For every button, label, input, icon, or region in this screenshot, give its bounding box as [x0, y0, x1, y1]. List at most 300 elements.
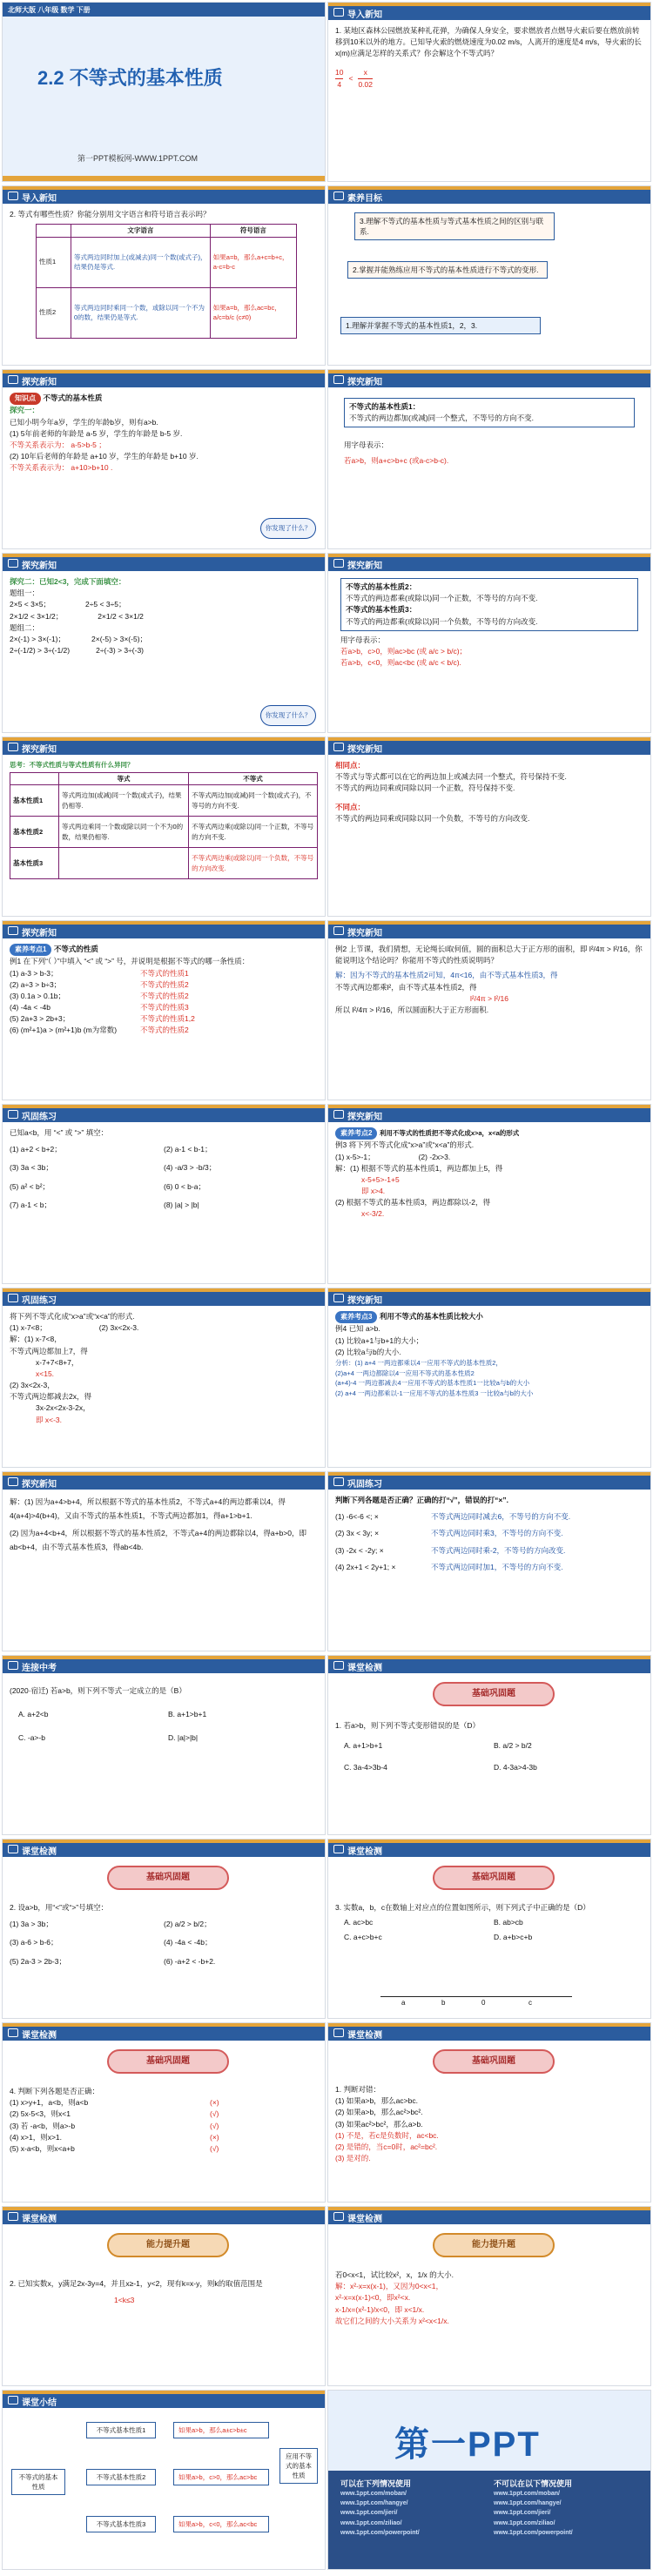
- slide-title: 巩固练习: [22, 1113, 57, 1122]
- solution-line: 解：因为不等式的基本性质2可知，4π<16，由不等式基本性质3，得: [335, 971, 558, 980]
- judge-item: (1) 如果a>b，那么ac>bc.: [335, 2096, 418, 2106]
- slide-icon: [8, 743, 18, 751]
- table-cell: 基本性质3: [10, 848, 59, 879]
- solution-line: x-7+7<8+7，: [36, 1357, 79, 1367]
- answer-list: [10, 968, 318, 1037]
- judge-reason: 不等式两边同时减去6，不等号的方向不变.: [431, 1512, 571, 1522]
- level-badge: 基础巩固题: [433, 1682, 555, 1706]
- slide-icon: [8, 1110, 18, 1119]
- slide-header: [3, 1288, 325, 1306]
- probe-label: 探究一：: [10, 406, 40, 415]
- exercise-item: (1) 比较a+1与b+1的大小；: [335, 1335, 424, 1345]
- slide-icon: [8, 2212, 18, 2221]
- option-c[interactable]: C. a+c>b+c: [344, 1933, 382, 1942]
- symbol-text: 若a>b，c>0，则ac>bc (或 a/c > b/c)；: [340, 646, 468, 656]
- question-text: 2. 设a>b，用“<”或“>”号填空：: [10, 1903, 109, 1912]
- text-line: 不等式的两边同乘或同除以同一个负数，不等号的方向改变.: [335, 813, 530, 823]
- judge-row: [335, 1528, 643, 1539]
- slide-check-4[interactable]: [2, 2022, 326, 2203]
- section-title: 不等式的性质: [53, 945, 98, 953]
- box-text: 不等式的两边都乘(或除以)同一个正数，不等号的方向不变.: [346, 594, 538, 603]
- solution-line: x<15.: [36, 1369, 55, 1378]
- box-text: 不等式的两边都乘(或除以)同一个负数，不等号的方向改变.: [346, 616, 538, 626]
- text-line: (2) 10年后老师的年龄是 a+10 岁，学生的年龄是 b+10 岁.: [10, 452, 199, 461]
- judge-expression: (3) 若 -a<b，则a>-b: [10, 2121, 76, 2130]
- exercise-item: (5) a² < b²；: [10, 1181, 50, 1191]
- box-title: 不等式的基本性质3：: [346, 605, 417, 615]
- question-text: 4. 判断下列各题是否正确：: [10, 2087, 99, 2095]
- table-cell: [59, 848, 189, 879]
- option-c[interactable]: C. -a>-b: [18, 1733, 45, 1743]
- slide-icon: [333, 1110, 344, 1119]
- slide-icon: [8, 2396, 18, 2404]
- solution-line: 解：(1) 根据不等式的基本性质1，两边都加上5，得: [335, 1163, 503, 1173]
- text-line: 不等式的两边同乘或同除以同一个正数，符号保持不变.: [335, 784, 515, 793]
- section-title: 不等式的基本性质: [43, 393, 103, 402]
- solution-line: 解：(1) x-7<8，: [10, 1335, 62, 1344]
- expression: (4) -4a < -4b: [10, 1003, 51, 1012]
- answer-row: [10, 1002, 318, 1013]
- solution-line: 解：(1) 因为a+4>b+4，所以根据不等式的基本性质2，不等式a+4的两边都乘以4，得4(a+4)>4(b+4)，又由不等式的基本性质1，不等式两边都加1，得a+1>b+1.: [10, 1497, 286, 1521]
- slide-header: [328, 1656, 650, 1673]
- exercise-item: (3) 3a < 3b；: [10, 1163, 53, 1173]
- exercise-item: (2) -2x>3.: [418, 1152, 451, 1161]
- option-a[interactable]: A. a+2<b: [18, 1710, 49, 1719]
- solution-line: x-5+5>-1+5: [361, 1174, 400, 1184]
- symbol-title: 用字母表示：: [344, 441, 389, 450]
- option-a[interactable]: A. a+1>b+1: [344, 1741, 383, 1751]
- goal-item: 2.掌握并能熟练应用不等式的基本性质进行不等式的变形.: [347, 261, 548, 279]
- slide-title: 巩固练习: [22, 1296, 57, 1306]
- summary-detail-3: 如果a>b，c<0，那么ac<bc: [173, 2516, 269, 2532]
- property-ref: 不等式的性质1,2: [140, 1014, 195, 1024]
- solution-line: x-1/x=(x²-1)/x<0，即 x<1/x.: [335, 2304, 425, 2314]
- fraction-num-2: x: [358, 67, 373, 79]
- judge-reason: 不等式两边同时乘-2，不等号的方向改变.: [431, 1545, 566, 1555]
- slide-icon: [8, 192, 18, 200]
- slide-icon: [8, 1661, 18, 1670]
- tick-label: a: [401, 1999, 406, 2007]
- slide-practice-2[interactable]: [2, 1288, 326, 1468]
- slide-icon: [333, 375, 344, 384]
- table-cell: 基本性质1: [10, 785, 59, 817]
- question-text: 2. 等式有哪些性质？你能分别用文字语言和符号语言表示吗？: [10, 210, 211, 219]
- answer-row: [10, 979, 318, 991]
- slide-title: 课堂检测: [22, 1847, 57, 1857]
- option-d[interactable]: D. a+b>c+b: [494, 1933, 533, 1942]
- box-text: 不等式的两边都加(或减)同一个整式，不等号的方向不变.: [349, 414, 535, 423]
- summary-root: 不等式的基本性质: [11, 2469, 65, 2495]
- summary-side: 应用不等式的基本性质: [279, 2448, 318, 2484]
- group-label: 题组二：: [10, 622, 40, 632]
- slide-title: 课堂检测: [347, 1664, 382, 1673]
- box-title: 不等式的基本性质1：: [349, 402, 421, 411]
- slide-example-4[interactable]: [327, 1288, 651, 1468]
- symbol-text: 若a>b，c<0，则ac<bc (或 a/c < b/c).: [340, 658, 461, 668]
- slide-header: [3, 1472, 325, 1490]
- slide-title: 导入新知: [347, 10, 382, 20]
- answer-row: [10, 1013, 318, 1025]
- slide-header: [3, 554, 325, 571]
- judge-expression: (1) x>y+1，a<b，则a<b: [10, 2098, 89, 2108]
- slide-property-2-3[interactable]: [327, 553, 651, 733]
- question-text: 1. 若a>b，则下列不等式变形错误的是（D）: [335, 1721, 481, 1730]
- judge-mark: (√): [210, 2121, 219, 2130]
- slide-header: [328, 1472, 650, 1490]
- question-text: 1. 判断对错：: [335, 2085, 380, 2094]
- exercise-item: 2×1/2 < 3×1/2: [98, 611, 144, 621]
- judge-item: (2) 如果a>b，那么ac²>bc².: [335, 2108, 423, 2117]
- tick-label: c: [528, 1999, 532, 2007]
- answer-row: [10, 1025, 318, 1036]
- analysis-line: 分析：(1) a+4 一两边都乘以4一应用不等式的基本性质2，: [335, 1358, 502, 1367]
- slide-check-5[interactable]: [327, 2022, 651, 2203]
- expression: (6) (m²+1)a > (m²+1)b (m为常数): [10, 1026, 118, 1035]
- section-title: 利用不等式的基本性质比较大小: [379, 1312, 483, 1321]
- exercise-item: (2) 3x<2x-3.: [98, 1323, 139, 1333]
- judge-mark: (×): [210, 2098, 219, 2108]
- diff-label: 不同点：: [335, 802, 366, 811]
- option-b[interactable]: B. ab>cb: [494, 1918, 523, 1927]
- slide-icon: [333, 8, 344, 17]
- thought-bubble: 你发现了什么？: [260, 518, 316, 539]
- slide-check-3[interactable]: [327, 1839, 651, 2019]
- topic-tag: 素养考点1: [10, 944, 51, 956]
- slide-title: 连接中考: [22, 1664, 57, 1673]
- option-a[interactable]: A. ac>bc: [344, 1918, 374, 1927]
- question-text: 将下列不等式化成“x>a”或“x<a”的形式.: [10, 1312, 135, 1321]
- slide-goals[interactable]: [327, 185, 651, 366]
- judge-row: [10, 2121, 318, 2132]
- property-ref: 不等式的性质3: [140, 1003, 189, 1012]
- slide-check-2[interactable]: [2, 1839, 326, 2019]
- slide-icon: [333, 2028, 344, 2037]
- table-cell: 不等式两边加(或减)同一个数(或式子)，不等号的方向不变.: [189, 785, 318, 817]
- link-item[interactable]: www.1ppt.com/ziliao/: [340, 2519, 402, 2526]
- summary-node-2: 不等式基本性质2: [86, 2469, 156, 2485]
- slide-header: [3, 1656, 325, 1673]
- table-cell: 如果a=b，那么a+c=b+c，a-c=b-c: [210, 237, 296, 287]
- table-cell: 不等式两边乘(或除以)同一个负数，不等号的方向改变.: [189, 848, 318, 879]
- judge-list: [10, 2097, 318, 2155]
- summary-detail-1: 如果a>b，那么a±c>b±c: [173, 2422, 269, 2438]
- link-list: [494, 2489, 573, 2538]
- table-cell: 等式两边乘同一个数或除以同一个不为0的数，结果仍相等.: [59, 817, 189, 848]
- exercise-item: (6) 0 < b-a；: [164, 1181, 205, 1191]
- judge-expression: (1) -6<-6 <; ×: [335, 1512, 379, 1522]
- slide-icon: [333, 192, 344, 200]
- expression: (2) a÷3 > b÷3；: [10, 979, 62, 989]
- answer-line: 1<k≤3: [114, 2296, 135, 2304]
- exercise-item: (6) -a+2 < -b+2.: [164, 1956, 216, 1966]
- slide-header: [3, 2023, 325, 2041]
- answer-fraction: $\frac{10}{4}$ < $\frac{x}{0.02}$: [335, 67, 643, 91]
- exercise-item: 2×5 < 3×5；: [10, 600, 51, 609]
- exercise-grid: [10, 1144, 318, 1211]
- fraction-den-1: 4: [337, 79, 342, 89]
- slide-header: [328, 1105, 650, 1122]
- slide-title: 探究新知: [22, 745, 57, 755]
- slide-solution-4[interactable]: [2, 1471, 326, 1651]
- option-d[interactable]: D. 4-3a>4-3b: [494, 1763, 537, 1772]
- answer-row: [10, 968, 318, 979]
- option-b[interactable]: B. a+1>b+1: [168, 1710, 207, 1719]
- slide-header: [328, 737, 650, 755]
- slide-exam-link[interactable]: [2, 1655, 326, 1835]
- question-text: 思考：不等式性质与等式性质有什么异同？: [10, 761, 134, 769]
- table-cell: 等式两边同时乘同一个数，或除以同一个不为0的数，结果仍是等式.: [71, 287, 211, 338]
- link-item[interactable]: www.1ppt.com/moban/: [340, 2491, 407, 2497]
- link-item[interactable]: www.1ppt.com/jieri/: [494, 2510, 551, 2517]
- slide-check-7[interactable]: [327, 2206, 651, 2386]
- text-line: 不等关系表示为： a+10>b+10 .: [10, 463, 113, 473]
- solution-line: (2) 因为a+4<b+4，所以根据不等式的基本性质2，不等式a+4的两边都除以4，得a+b>0，即ab<b+4，由不等式基本性质3，得ab<4b.: [10, 1529, 307, 1552]
- slide-practice-3[interactable]: [327, 1471, 651, 1651]
- text-line: 已知小明今年a岁，学生的年龄b岁，则有a>b.: [10, 417, 158, 427]
- slide-header: [328, 2023, 650, 2041]
- slide-compare[interactable]: [2, 736, 326, 917]
- exercise-item: (4) -4a < -4b；: [164, 1938, 212, 1947]
- slide-title: 课堂检测: [347, 1847, 382, 1857]
- symbol-text: 若a>b，则a+c>b+c (或a-c>b-c).: [344, 455, 449, 465]
- allowed-column: [340, 2478, 420, 2538]
- question-text: 已知a<b，用 “<” 或 “>” 填空：: [10, 1128, 109, 1137]
- text-line: (1) 5年前老师的年龄是 a-5 岁，学生的年龄是 b-5 岁.: [10, 428, 183, 438]
- slide-title: 素养目标: [347, 194, 382, 204]
- slide-example-3[interactable]: [327, 1104, 651, 1284]
- slide-icon: [8, 2028, 18, 2037]
- property-box: [340, 578, 638, 631]
- slide-header: [3, 2207, 325, 2224]
- slide-title: 探究新知: [22, 378, 57, 387]
- expression: (5) 2a+3 > 2b+3；: [10, 1014, 71, 1024]
- slide-title: 探究新知: [347, 1113, 382, 1122]
- slide-brand[interactable]: [327, 2390, 651, 2570]
- slide-header: [3, 370, 325, 387]
- property-box: [344, 398, 635, 427]
- slide-header: [328, 1288, 650, 1306]
- analysis-line: (2) a+4 一两边都乘以-1一应用不等式的基本性质3 一比较a与b的大小: [335, 1389, 534, 1397]
- judge-reason: 不等式两边同时乘3，不等号的方向不变.: [431, 1529, 563, 1538]
- watermark-text: 第一PPT模板网-WWW.1PPT.COM: [77, 154, 198, 163]
- slide-header: [328, 370, 650, 387]
- exercise-item: 2×1/2 < 3×1/2；: [10, 611, 64, 621]
- table-cell: 基本性质2: [10, 817, 59, 848]
- slide-title: 探究新知: [347, 1296, 382, 1306]
- text-line: 不等式与等式都可以在它的两边加上或减去同一个整式，符号保持不变.: [335, 772, 567, 782]
- slide-summary[interactable]: [2, 2390, 326, 2570]
- slide-header: [3, 921, 325, 938]
- level-badge: 基础巩固题: [107, 2049, 229, 2074]
- exercise-item: 2÷5 < 3÷5；: [85, 600, 126, 609]
- analysis-line: (a+4)-4 一两边都减去4一应用不等式的基本性质1一比较a与b的大小: [335, 1379, 530, 1388]
- level-badge: 基础巩固题: [433, 2049, 555, 2074]
- question-text: 判断下列各题是否正确？正确的打“√”，错误的打“×”.: [335, 1496, 508, 1504]
- property-ref: 不等式的性质2: [140, 979, 189, 989]
- page-title: 2.2 不等式的基本性质: [37, 67, 223, 89]
- slide-check-1[interactable]: [327, 1655, 651, 1835]
- table-cell: 如果a=b，那么ac=bc，a/c=b/c (c≠0): [210, 287, 296, 338]
- option-grid: [335, 1740, 643, 1773]
- question-text: 2. 已知实数x，y满足2x-3y=4，并且x≥-1，y<2，现有k=x-y，则k的取值范围是: [10, 2279, 263, 2288]
- exercise-item: (2) 比较a与b的大小.: [335, 1347, 401, 1356]
- table-header: 文字语言: [71, 225, 211, 238]
- slide-title: 探究新知: [347, 562, 382, 571]
- section-title: 利用不等式的性质把不等式化成x>a，x<a的形式: [379, 1129, 520, 1137]
- same-label: 相同点：: [335, 761, 366, 770]
- exercise-item: 2÷(-1/2) > 3÷(-1/2): [10, 646, 71, 656]
- column-title: 不可以在以下情况使用: [494, 2479, 573, 2488]
- summary-node-1: 不等式基本性质1: [86, 2422, 156, 2438]
- topic-tag: 素养考点3: [335, 1311, 377, 1323]
- judge-expression: (4) x>1，则x>1.: [10, 2132, 62, 2142]
- slide-icon: [333, 1661, 344, 1670]
- link-item[interactable]: www.1ppt.com/ziliao/: [494, 2519, 555, 2526]
- slide-cover[interactable]: [2, 2, 326, 182]
- property-ref: 不等式的性质1: [140, 968, 189, 978]
- exercise-item: (1) 3a > 3b；: [10, 1920, 53, 1929]
- judge-row: [10, 2097, 318, 2109]
- question-text: (2020·宿迁) 若a>b，则下列不等式一定成立的是（B）: [10, 1686, 186, 1695]
- table-header: 等式: [59, 772, 189, 785]
- judge-expression: (4) 2x+1 < 2y+1; ×: [335, 1562, 396, 1571]
- judge-expression: (2) 5x-5<3，则x<1: [10, 2109, 71, 2119]
- slide-intro-2[interactable]: [2, 185, 326, 366]
- group-label: 题组一：: [10, 589, 40, 598]
- table-cell: 等式两边加(或减)同一个数(或式子)，结果仍相等.: [59, 785, 189, 817]
- topic-tag: 素养考点2: [335, 1127, 377, 1140]
- solution-line: 不等式两边都加上7，得: [10, 1346, 88, 1355]
- slide-title: 探究新知: [22, 1480, 57, 1490]
- tick-label: b: [441, 1999, 446, 2007]
- link-item[interactable]: www.1ppt.com/hangye/: [340, 2500, 408, 2507]
- slide-title: 课堂检测: [347, 2215, 382, 2224]
- slide-icon: [8, 926, 18, 935]
- solution-line: 3x-2x<2x-3-2x，: [36, 1403, 91, 1413]
- solution-line: 不等式两边都减去2x，得: [10, 1392, 91, 1402]
- question-text: 1. 某地区森林公园燃放某种礼花弹，为确保人身安全，要求燃放者点燃导火索后要在燃放前转移到10米以外的地方。已知导火索的燃烧速度为0.02 m/s，人离开的速度是4 m/s，导火索的长x(m)应满足怎样的关系式？你会解这个不等式吗？: [335, 26, 642, 58]
- exercise-item: (8) |a| > |b|: [164, 1200, 199, 1209]
- disallowed-column: [494, 2478, 573, 2538]
- slide-title: 探究新知: [347, 745, 382, 755]
- judge-row: [10, 2143, 318, 2155]
- slide-check-6[interactable]: [2, 2206, 326, 2386]
- slide-icon: [333, 2212, 344, 2221]
- level-badge: 基础巩固题: [107, 1866, 229, 1890]
- judge-mark: (√): [210, 2109, 219, 2119]
- solution-line: 即 x<-3.: [36, 1415, 62, 1424]
- slide-title: 探究新知: [347, 378, 382, 387]
- slide-title: 探究新知: [22, 929, 57, 938]
- judge-mark: (×): [210, 2132, 219, 2142]
- thought-bubble: 你发现了什么？: [260, 705, 316, 726]
- judge-expression: (5) x-a<b，则x<a+b: [10, 2143, 75, 2153]
- slide-icon: [333, 559, 344, 568]
- link-item[interactable]: www.1ppt.com/moban/: [494, 2491, 560, 2497]
- exercise-item: (2) a/2 > b/2；: [164, 1920, 212, 1929]
- answer-row: [10, 991, 318, 1002]
- link-item[interactable]: www.1ppt.com/hangye/: [494, 2500, 562, 2507]
- slide-title: 课堂检测: [22, 2215, 57, 2224]
- slide-same-diff[interactable]: [327, 736, 651, 917]
- answer-line: (1) 不是，若c是负数时，ac<bc.: [335, 2130, 439, 2140]
- option-c[interactable]: C. 3a-4>3b-4: [344, 1763, 387, 1772]
- level-badge: 能力提升题: [433, 2233, 555, 2257]
- slide-intro-1[interactable]: [327, 2, 651, 182]
- slide-icon: [8, 375, 18, 384]
- solution-line: (2) 根据不等式的基本性质3，两边都除以-2，得: [335, 1198, 491, 1207]
- slide-header: [3, 1105, 325, 1122]
- judge-reason: 不等式两边同时加1，不等号的方向不变.: [431, 1562, 563, 1571]
- footer-stripe: [3, 176, 325, 181]
- table-header: 不等式: [189, 772, 318, 785]
- exercise-item: (5) 2a-3 > 2b-3；: [10, 1956, 66, 1966]
- slide-header: [3, 737, 325, 755]
- box-title: 不等式的基本性质2：: [346, 582, 417, 591]
- question-text: 若0<x<1，试比较x²，x，1/x 的大小.: [335, 2270, 454, 2279]
- slide-title: 探究新知: [347, 929, 382, 938]
- question-text: 例1 在下列“（ ）”中填入 “<” 或 “>” 号，并说明是根据不等式的哪一条性质：: [10, 957, 250, 966]
- slide-explore-1[interactable]: [2, 369, 326, 549]
- slide-icon: [8, 559, 18, 568]
- exercise-item: (2) a-1 < b-1；: [164, 1145, 212, 1154]
- judge-row: [335, 1511, 643, 1523]
- question-text: 例2 上节课，我们猜想，无论绳长l取何值，圆的面积总大于正方形的面积，即 l²/4π > l²/16，你能说明这个结论吗？你能用不等式的性质说明吗？: [335, 945, 643, 965]
- exercise-item: (3) a-6 > b-6；: [10, 1938, 58, 1947]
- option-d[interactable]: D. |a|>|b|: [168, 1733, 199, 1743]
- fraction-den-2: 0.02: [358, 79, 373, 89]
- slide-header: [328, 2207, 650, 2224]
- option-b[interactable]: B. a/2 > b/2: [494, 1741, 532, 1751]
- solution-line: 解：x²-x=x(x-1)，又因为0<x<1，: [335, 2282, 443, 2291]
- solution-line: 故它们之间的大小关系为 x²<x<1/x.: [335, 2316, 449, 2325]
- link-item[interactable]: www.1ppt.com/powerpoint/: [340, 2529, 420, 2536]
- text-line: 不等关系表示为： a-5>b-5 ；: [10, 440, 106, 449]
- table-cell: 等式两边同时加上(或减去)同一个数(或式子)，结果仍是等式.: [71, 237, 211, 287]
- property-ref: 不等式的性质2: [140, 1026, 189, 1035]
- solution-line: x<-3/2.: [361, 1209, 385, 1219]
- slide-title: 课堂检测: [347, 2031, 382, 2041]
- tick-label: 0: [481, 1999, 486, 2007]
- answer-line: (3) 是对的.: [335, 2154, 371, 2163]
- slide-explore-2[interactable]: [2, 553, 326, 733]
- question-text: 例3 将下列不等式化成“x>a”或“x<a”的形式.: [335, 1140, 475, 1150]
- link-item[interactable]: www.1ppt.com/powerpoint/: [494, 2529, 573, 2536]
- brand-logo: 第一PPT: [394, 2425, 541, 2464]
- question-text: 3. 实数a，b，c在数轴上对应点的位置如图所示，则下列式子中正确的是（D）: [335, 1903, 590, 1912]
- exercise-grid: [10, 1919, 318, 1967]
- slide-title: 导入新知: [22, 194, 57, 204]
- judge-row: [10, 2132, 318, 2143]
- slide-example-1[interactable]: [2, 920, 326, 1100]
- slide-practice-1[interactable]: [2, 1104, 326, 1284]
- slide-example-2[interactable]: [327, 920, 651, 1100]
- expression: (3) 0.1a > 0.1b；: [10, 991, 66, 1000]
- solution-line: l²/4π > l²/16: [470, 993, 508, 1003]
- link-item[interactable]: www.1ppt.com/jieri/: [340, 2510, 398, 2517]
- exercise-item: (7) a-1 < b；: [10, 1200, 51, 1209]
- slide-property-1[interactable]: [327, 369, 651, 549]
- judge-expression: (2) 3x < 3y; ×: [335, 1529, 380, 1538]
- slide-title: 探究新知: [22, 562, 57, 571]
- goal-item: 3.理解不等式的基本性质与等式基本性质之间的区别与联系.: [354, 212, 555, 240]
- summary-node-3: 不等式基本性质3: [86, 2516, 156, 2532]
- slide-icon: [8, 1845, 18, 1853]
- judge-row: [10, 2109, 318, 2120]
- judge-row: [335, 1562, 643, 1573]
- solution-line: (2) 3x<2x-3，: [10, 1381, 55, 1390]
- slide-icon: [333, 743, 344, 751]
